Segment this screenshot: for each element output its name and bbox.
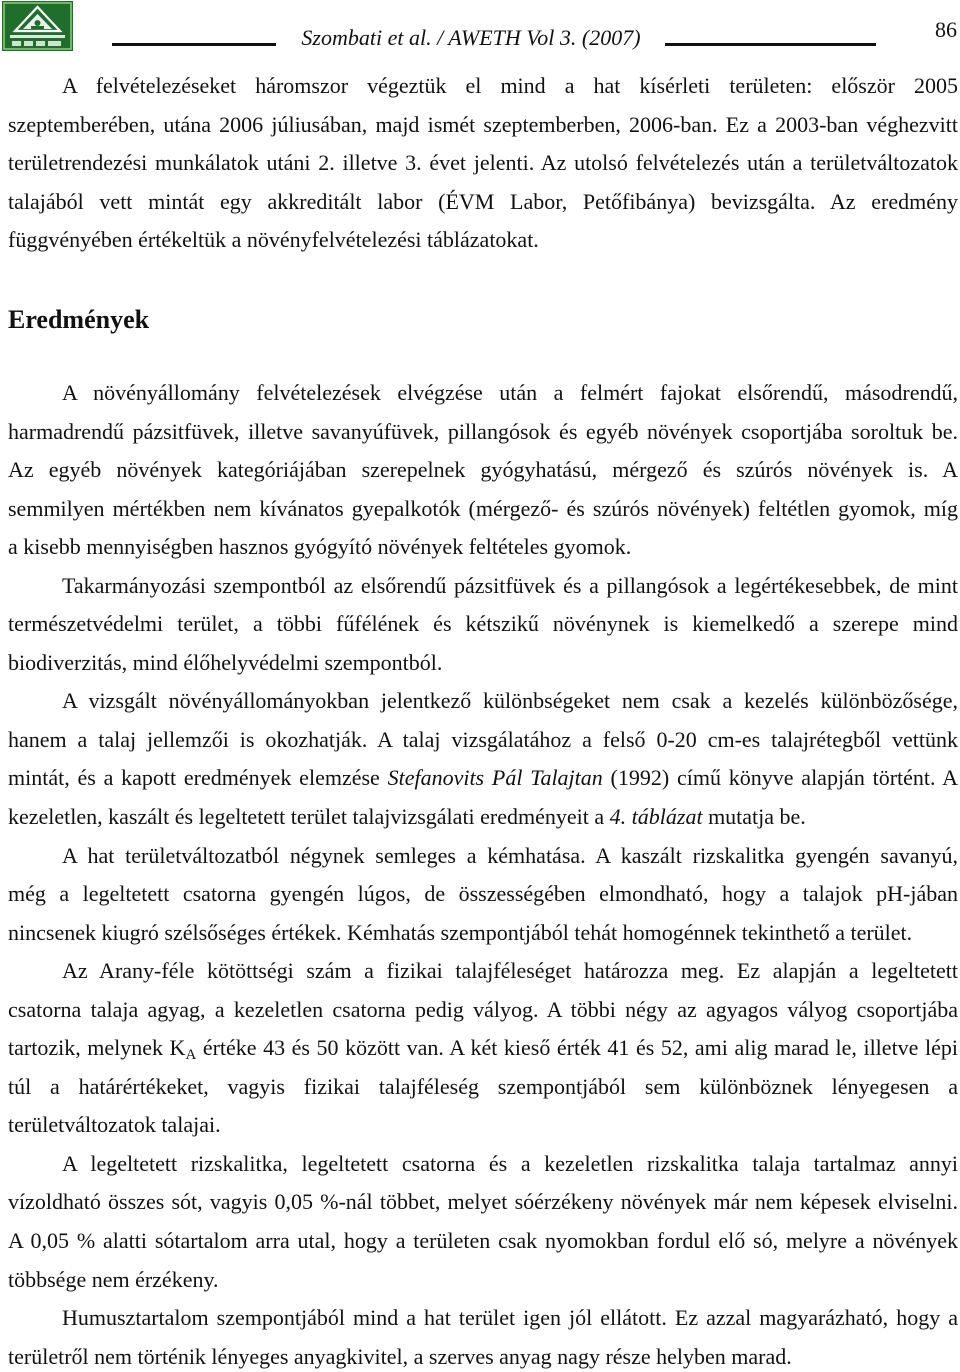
text-line: függvényében értékeltük a növényfelvételezési táblázatokat. [8,227,539,252]
text-line: A hat területváltozatból négynek semleges a kémhatása. A kaszált rizskalitka gyengén savanyú, [62,842,958,868]
header-rule-left [112,43,276,46]
running-title: Szombati et al. / AWETH Vol 3. (2007) [301,25,641,50]
paragraph [8,956,958,1140]
italic-text: 4. táblázat [609,804,703,830]
text-line: A felvételezéseket háromszor végeztük el mind a hat kísérleti területen: először 2005 [62,73,958,98]
text-line: hanem a talaj jellemzői is okozhatják. A talaj vizsgálatához a felső 0-20 cm-es talajrétegből vettünk [8,726,958,752]
results-section-body [8,378,958,1372]
text-line: Az Arany-féle kötöttségi szám a fizikai talajféleséget határozza meg. Ez alapján a legeltetett [62,958,958,984]
text-line: nincsenek kiugró szélsőséges értékek. Kémhatás szempontjából tehát homogénnek tekinthető a terület. [8,919,913,945]
text-line: Humusztartalom szempontjából mind a hat terület igen jól ellátott. Ez azzal magyarázható, hogy a [62,1305,958,1331]
text-line: szeptemberében, utána 2006 júliusában, majd ismét szeptemberben, 2006-ban. Ez a 2003-ban véghezvitt [8,111,958,137]
page-number: 86 [935,17,957,42]
paragraph [8,378,958,562]
text-segment: tartozik, melynek K [8,1035,186,1061]
italic-text: Stefanovits Pál Talajtan [387,765,603,791]
text-line: területről nem történik lényeges anyagkivitel, a szerves anyag nagy része helyben marad. [8,1343,792,1369]
text-line: Takarmányozási szempontból az elsőrendű pázsitfüvek és a pillangósok a legértékesebbek, de mint [62,572,958,598]
text-line: még a legeltetett csatorna gyengén lúgos, de összességében elmondható, hogy a talajok pH-jában [8,881,958,907]
subscript-text: A [185,1047,197,1064]
text-segment: mintát, és a kapott eredmények elemzése [8,765,388,791]
paragraph [8,686,958,832]
text-line: A vizsgált növényállományokban jelentkező különbségeket nem csak a kezelés különbözősége, [62,688,958,714]
text-line: a kisebb mennyiségben hasznos gyógyító növények feltételes gyomok. [8,534,632,560]
text-line: többsége nem érzékeny. [8,1266,219,1292]
text-line: Az egyéb növények kategóriájában szerepelnek gyógyhatású, mérgező és szúrós növények is. A [8,457,958,483]
text-line: A 0,05 % alatti sótartalom arra utal, hogy a területen csak nyomokban fordul elő só, melyre a növények [8,1228,958,1254]
text-line: harmadrendű pázsitfüvek, illetve savanyúfüvek, pillangósok és egyéb növények csoportjába soroltuk be. [8,418,958,444]
text-line: csatorna talaja agyag, a kezeletlen csatorna pedig vályog. A többi négy az agyagos vályog csoportjába [8,996,958,1022]
text-line: talajából vett mintát egy akkreditált labor (ÉVM Labor, Petőfibánya) bevizsgálta. Az eredmény [8,188,958,214]
text-segment: mutatja be. [702,804,806,830]
text-line: biodiverzitás, mind élőhelyvédelmi szempontból. [8,649,443,675]
paragraph [8,1303,958,1372]
text-segment: kezeletlen, kaszált és legeltetett terület talajvizsgálati eredményeit a [8,804,610,830]
intro-text [8,71,958,255]
text-line: A legeltetett rizskalitka, legeltetett csatorna és a kezeletlen rizskalitka talaja tartalmaz annyi [62,1150,958,1176]
text-line: semmilyen mértékben nem kívánatos gyepalkotók (mérgező- és szúrós növények) feltétlen gyomok, míg [8,495,958,521]
text-line: A növényállomány felvételezések elvégzése után a felmért fajokat elsőrendű, másodrendű, [62,380,958,405]
text-line [8,802,958,832]
text-segment: értéke 43 és 50 között van. A két kieső érték 41 és 52, ami alig marad le, illetve lépi [196,1035,958,1061]
text-line: területrendezési munkálatok utáni 2. illetve 3. évet jelenti. Az utolsó felvételezés után a területváltozatok [8,150,958,175]
journal-logo-icon [2,1,73,51]
text-segment: (1992) című könyve alapján történt. A [602,765,958,791]
text-line: területváltozatok talajai. [8,1112,221,1138]
text-line [8,1033,958,1063]
text-line [8,763,958,793]
header-rule-right [665,43,876,46]
paragraph [8,841,958,948]
section-heading: Eredmények [8,305,150,334]
paragraph [8,571,958,678]
text-line: vízoldható összes sót, vagyis 0,05 %-nál többet, melyet sóérzékeny növények már nem képesek elviselni. [8,1189,958,1215]
text-line: túl a határértékeket, vagyis fizikai talajféleség szempontjából sem különböznek lényegesen a [8,1073,958,1099]
paragraph [8,71,958,255]
paragraph [8,1149,958,1295]
journal-logo-graphic [2,1,73,51]
text-line: természetvédelmi terület, a többi fűfélének és kétszikű növénynek is kiemelkedő a szerepe mind [8,611,958,637]
